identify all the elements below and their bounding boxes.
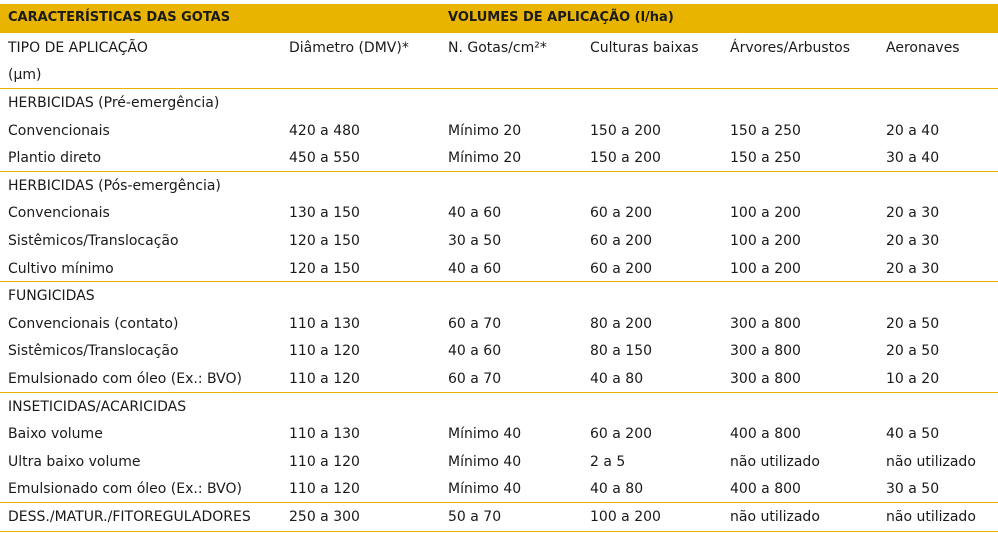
row-divider xyxy=(0,531,998,532)
cell-application-type: Ultra baixo volume xyxy=(8,453,141,470)
row-divider xyxy=(0,502,998,503)
cell-droplets: 60 a 70 xyxy=(448,371,502,387)
table-row xyxy=(0,422,998,449)
table-row xyxy=(0,477,998,504)
table-row xyxy=(0,229,998,256)
table-row xyxy=(0,339,998,366)
cell-diameter: 110 a 120 xyxy=(289,371,360,387)
cell-trees: 150 a 250 xyxy=(730,122,801,139)
cell-low-crops: 150 a 200 xyxy=(590,150,661,167)
cell-diameter: 110 a 130 xyxy=(289,315,360,332)
cell-droplets: 40 a 60 xyxy=(448,260,502,277)
cell-low-crops: 60 a 200 xyxy=(590,260,653,277)
table-row xyxy=(0,505,998,532)
table-row xyxy=(0,201,998,228)
cell-low-crops: 100 a 200 xyxy=(590,509,661,525)
cell-droplets: Mínimo 20 xyxy=(448,150,522,167)
column-header-trees: Árvores/Arbustos xyxy=(730,40,850,56)
cell-diameter: 450 a 550 xyxy=(289,150,360,167)
cell-trees: 100 a 200 xyxy=(730,233,801,249)
section-title-row xyxy=(0,284,998,311)
cell-aircraft: 20 a 30 xyxy=(886,233,940,249)
table-row xyxy=(0,257,998,284)
cell-droplets: Mínimo 40 xyxy=(448,481,522,498)
header-left-title: CARACTERÍSTICAS DAS GOTAS xyxy=(8,10,231,25)
cell-aircraft: 20 a 50 xyxy=(886,315,940,332)
cell-application-type: Baixo volume xyxy=(8,426,103,443)
cell-application-type: Cultivo mínimo xyxy=(8,260,114,277)
cell-application-type: Sistêmicos/Translocação xyxy=(8,233,179,249)
cell-aircraft: 20 a 50 xyxy=(886,343,940,360)
column-header-droplets: N. Gotas/cm²* xyxy=(448,40,547,56)
row-divider xyxy=(0,281,998,282)
cell-low-crops: 2 a 5 xyxy=(590,453,626,470)
cell-aircraft: 20 a 30 xyxy=(886,260,940,277)
cell-aircraft: não utilizado xyxy=(886,453,976,470)
section-title-row xyxy=(0,91,998,118)
cell-diameter: 130 a 150 xyxy=(289,205,360,222)
cell-diameter: 110 a 120 xyxy=(289,481,360,498)
cell-aircraft: 20 a 40 xyxy=(886,122,940,139)
section-title: HERBICIDAS (Pré-emergência) xyxy=(8,95,220,111)
column-header-low-crops: Culturas baixas xyxy=(590,40,699,56)
cell-trees: 400 a 800 xyxy=(730,481,801,498)
cell-droplets: 30 a 50 xyxy=(448,233,502,249)
cell-application-type: Sistêmicos/Translocação xyxy=(8,343,179,360)
cell-application-type: Emulsionado com óleo (Ex.: BVO) xyxy=(8,371,242,387)
cell-droplets: Mínimo 40 xyxy=(448,426,522,443)
cell-trees: 300 a 800 xyxy=(730,371,801,387)
column-header-aircraft: Aeronaves xyxy=(886,40,960,56)
column-unit-row xyxy=(0,63,998,90)
cell-diameter: 250 a 300 xyxy=(289,509,360,525)
row-divider xyxy=(0,171,998,172)
cell-droplets: 60 a 70 xyxy=(448,315,502,332)
cell-aircraft: 30 a 50 xyxy=(886,481,940,498)
cell-diameter: 110 a 130 xyxy=(289,426,360,443)
table-row xyxy=(0,450,998,477)
cell-droplets: Mínimo 40 xyxy=(448,453,522,470)
section-title: FUNGICIDAS xyxy=(8,288,95,305)
column-header-row xyxy=(0,36,998,63)
column-header-diameter: Diâmetro (DMV)* xyxy=(289,40,409,56)
table-row xyxy=(0,119,998,146)
column-unit-label: (µm) xyxy=(8,67,42,83)
cell-low-crops: 60 a 200 xyxy=(590,205,653,222)
section-title: HERBICIDAS (Pós-emergência) xyxy=(8,177,221,194)
cell-low-crops: 80 a 200 xyxy=(590,315,653,332)
table-row xyxy=(0,312,998,339)
cell-trees: 150 a 250 xyxy=(730,150,801,167)
cell-application-type: Convencionais (contato) xyxy=(8,315,179,332)
cell-droplets: 40 a 60 xyxy=(448,343,502,360)
section-title-row xyxy=(0,174,998,201)
cell-low-crops: 150 a 200 xyxy=(590,122,661,139)
cell-trees: 100 a 200 xyxy=(730,205,801,222)
row-divider xyxy=(0,88,998,89)
cell-application-type: Convencionais xyxy=(8,205,110,222)
section-title-row xyxy=(0,395,998,422)
cell-diameter: 420 a 480 xyxy=(289,122,360,139)
cell-diameter: 120 a 150 xyxy=(289,233,360,249)
cell-low-crops: 40 a 80 xyxy=(590,481,644,498)
cell-low-crops: 60 a 200 xyxy=(590,426,653,443)
cell-aircraft: não utilizado xyxy=(886,509,976,525)
table-header-bar xyxy=(0,4,998,33)
cell-aircraft: 20 a 30 xyxy=(886,205,940,222)
cell-droplets: 40 a 60 xyxy=(448,205,502,222)
cell-trees: não utilizado xyxy=(730,509,820,525)
cell-low-crops: 80 a 150 xyxy=(590,343,653,360)
cell-aircraft: 30 a 40 xyxy=(886,150,940,167)
cell-aircraft: 10 a 20 xyxy=(886,371,940,387)
table-row xyxy=(0,146,998,173)
table-row xyxy=(0,367,998,394)
cell-trees: não utilizado xyxy=(730,453,820,470)
header-right-title: VOLUMES DE APLICAÇÃO (l/ha) xyxy=(448,10,674,25)
cell-trees: 300 a 800 xyxy=(730,315,801,332)
row-divider xyxy=(0,392,998,393)
cell-aircraft: 40 a 50 xyxy=(886,426,940,443)
cell-droplets: 50 a 70 xyxy=(448,509,502,525)
cell-trees: 100 a 200 xyxy=(730,260,801,277)
cell-diameter: 120 a 150 xyxy=(289,260,360,277)
cell-application-type: Emulsionado com óleo (Ex.: BVO) xyxy=(8,481,242,498)
cell-droplets: Mínimo 20 xyxy=(448,122,522,139)
cell-diameter: 110 a 120 xyxy=(289,453,360,470)
cell-low-crops: 60 a 200 xyxy=(590,233,653,249)
cell-application-type: DESS./MATUR./FITOREGULADORES xyxy=(8,509,251,525)
column-header-type: TIPO DE APLICAÇÃO xyxy=(8,40,148,56)
section-title: INSETICIDAS/ACARICIDAS xyxy=(8,398,187,415)
cell-low-crops: 40 a 80 xyxy=(590,371,644,387)
cell-application-type: Plantio direto xyxy=(8,150,102,167)
cell-trees: 300 a 800 xyxy=(730,343,801,360)
cell-application-type: Convencionais xyxy=(8,122,110,139)
cell-diameter: 110 a 120 xyxy=(289,343,360,360)
cell-trees: 400 a 800 xyxy=(730,426,801,443)
